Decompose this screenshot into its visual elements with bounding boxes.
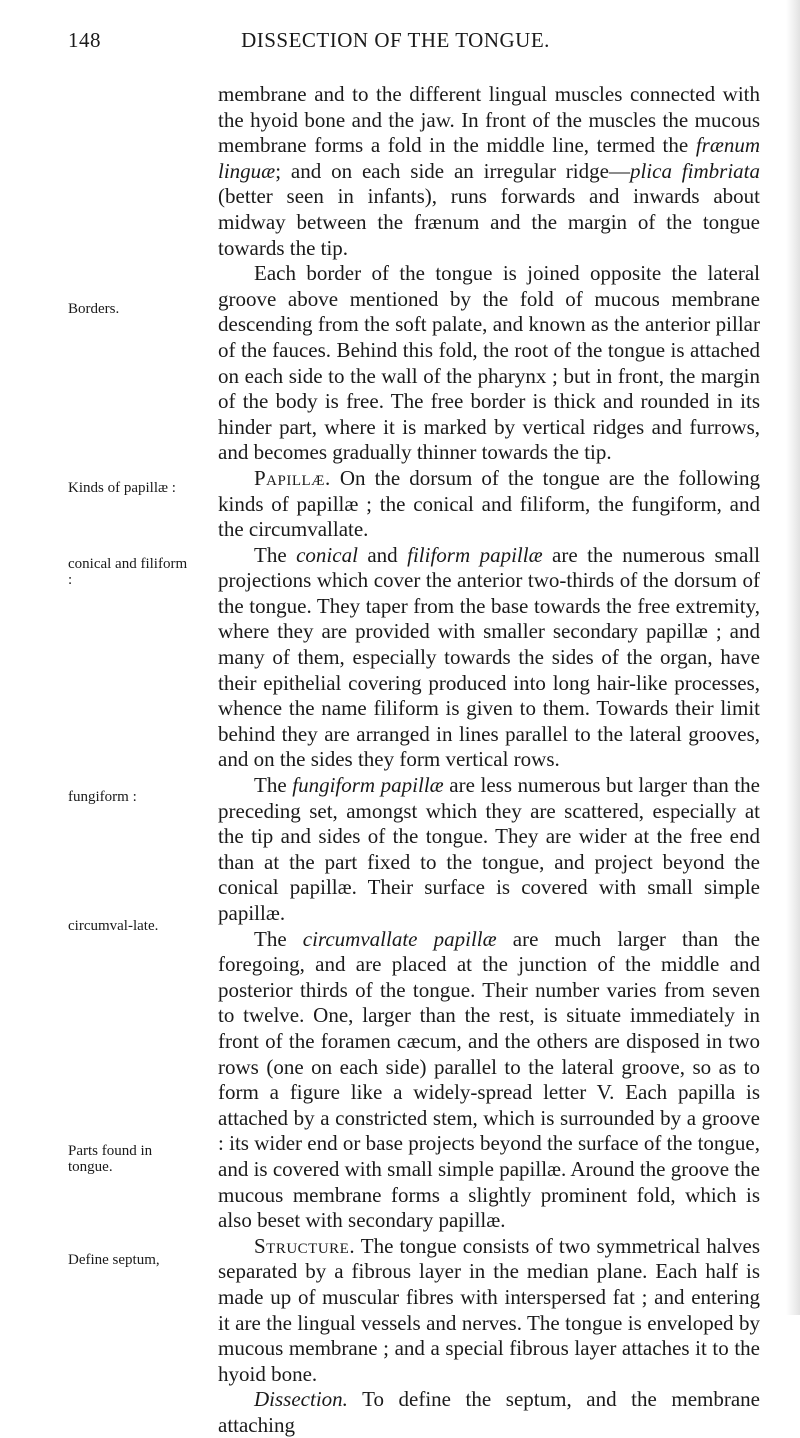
margin-note-kinds-of-papillae: Kinds of papillæ : bbox=[68, 480, 176, 496]
page-edge-shadow bbox=[786, 0, 800, 1315]
text-run: The tongue consists of two symmetrical halves separated by a fibrous layer in the median plane. Each half is made up of muscular fibres with interspersed fat ; and entering it are the lingual vessels and nerves. The tongue is enveloped by mucous membrane ; and a special fibrous layer attaches it to the hyoid bone. bbox=[218, 1233, 760, 1386]
paragraph-conical-filiform bbox=[218, 543, 760, 773]
text-run: and bbox=[357, 542, 408, 567]
term-plica-fimbriata: plica fimbriata bbox=[629, 158, 760, 183]
margin-note-parts-found: Parts found in tongue. bbox=[68, 1143, 153, 1175]
running-title: DISSECTION OF THE TONGUE. bbox=[241, 28, 550, 52]
paragraph-papillae bbox=[218, 466, 760, 543]
text-run: are less numerous but larger than the preceding set, amongst which they are scattered, especially at the tip and sides of the tongue. They are wider at the free end than at the part fixed to the tongue, and project beyond the conical papillæ. Their surface is covered with small simple papillæ. bbox=[218, 773, 761, 925]
paragraph-circumvallate bbox=[218, 927, 760, 1234]
paragraph-borders: Each border of the tongue is joined opposite the lateral groove above mentioned by the fold of mucous membrane descending from the soft palate, and known as the anterior pillar of the fauces. Behind this fold, the root of the tongue is attached on each side to the wall of the pharynx ; but in front, the margin of the body is free. The free border is thick and rounded in its hinder part, where it is marked by vertical ridges and furrows, and becomes gradually thinner towards the tip. bbox=[218, 261, 760, 465]
page-number: 148 bbox=[68, 28, 101, 52]
term-dissection: Dissection. bbox=[254, 1387, 348, 1412]
text-run: are the numerous small projections which cover the anterior two-thirds of the dorsum of the tongue. They taper from the base towards the free extremity, where they are provided with smaller secondary papillæ ; and many of them, especially towards the sides of the organ, have their epithelial covering produced into long hair-like processes, whence the name filiform is given to them. Towards their limit behind they are arranged in lines parallel to the lateral grooves, and on the sides they form vertical rows. bbox=[218, 542, 760, 772]
text-run: The bbox=[254, 926, 303, 951]
term-conical: conical bbox=[296, 542, 358, 567]
margin-note-conical-filiform: conical and filiform : bbox=[68, 556, 188, 588]
margin-note-define-septum: Define septum, bbox=[68, 1252, 160, 1268]
text-run: To define the septum, and the membrane attaching bbox=[218, 1387, 760, 1437]
margin-note-circumvallate: circumval-late. bbox=[68, 918, 159, 934]
paragraph-dissection bbox=[218, 1387, 760, 1438]
text-run: On the dorsum of the tongue are the following kinds of papillæ ; the conical and filiform, the fungiform, and the circumvallate. bbox=[218, 465, 760, 542]
paragraph-structure bbox=[218, 1234, 760, 1388]
margin-note-fungiform: fungiform : bbox=[68, 789, 137, 805]
section-heading-structure: Structure. bbox=[254, 1233, 356, 1258]
section-heading-papillae: Papillæ. bbox=[254, 465, 331, 490]
page-header bbox=[68, 28, 723, 58]
term-frenum-linguae: frænum linguæ bbox=[218, 133, 760, 183]
text-run: The bbox=[254, 773, 293, 798]
term-circumvallate-papillae: circumvallate papillæ bbox=[302, 926, 497, 951]
text-run: The bbox=[254, 542, 297, 567]
term-filiform-papillae: filiform papillæ bbox=[407, 542, 543, 567]
text-run: are much larger than the foregoing, and are placed at the junction of the middle and posterior thirds of the tongue. Their number varies from seven to twelve. One, larger than the rest, is situate immediately in front of the foramen cæcum, and the others are disposed in two rows (one on each side) parallel to the lateral groove, so as to form a figure like a widely-spread letter V. Each papilla is attached by a constricted stem, which is surrounded by a groove : its wider end or base projects beyond the surface of the tongue, and is covered with small simple papillæ. Around the groove the mucous membrane forms a slightly prominent fold, which is also beset with secondary papillæ. bbox=[218, 926, 760, 1233]
text-run: (better seen in infants), runs forwards and inwards about midway between the frænum and the margin of the tongue towards the tip. bbox=[218, 184, 760, 260]
paragraph-fungiform bbox=[218, 773, 760, 927]
term-fungiform-papillae: fungiform papillæ bbox=[292, 773, 444, 798]
body-text bbox=[218, 82, 760, 1438]
margin-note-borders: Borders. bbox=[68, 301, 120, 317]
paragraph-frenum bbox=[218, 82, 760, 261]
text-run: membrane and to the different lingual muscles connected with the hyoid bone and the jaw. In front of the muscles the mucous membrane forms a fold in the middle line, termed the bbox=[218, 82, 760, 158]
text-run: ; and on each side an irregular ridge— bbox=[275, 158, 630, 183]
